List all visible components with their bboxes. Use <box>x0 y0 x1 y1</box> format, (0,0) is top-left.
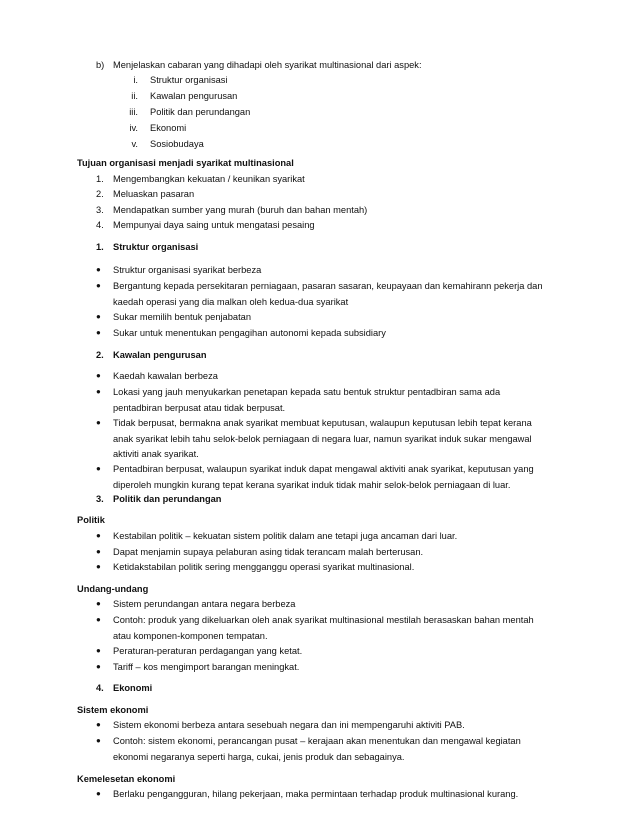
bullet-icon: ● <box>96 547 101 556</box>
bullet-text: Ketidakstabilan politik sering mengganggu operasi syarikat multinasional. <box>113 562 415 572</box>
list-number: 2. <box>96 189 104 199</box>
list-number: 4. <box>96 220 104 230</box>
section-number: 1. <box>96 242 104 252</box>
bullet-icon: ● <box>96 464 101 473</box>
section-heading: Kawalan pengurusan <box>113 350 207 360</box>
section-number: 4. <box>96 683 104 693</box>
bullet-icon: ● <box>96 736 101 745</box>
bullet-text: Dapat menjamin supaya pelaburan asing tidak terancam malah berterusan. <box>113 547 424 557</box>
bullet-text: Peraturan-peraturan perdagangan yang ketat. <box>113 646 303 656</box>
bullet-text: Contoh: produk yang dikeluarkan oleh anak syarikat multinasional mestilah berasaskan bahan mentah <box>113 615 534 625</box>
roman-numeral: i. <box>133 75 138 85</box>
bullet-text: aktiviti anak syarikat. <box>113 449 199 459</box>
list-number: 1. <box>96 174 104 184</box>
bullet-icon: ● <box>96 789 101 798</box>
list-text: Mempunyai daya saing untuk mengatasi pesaing <box>113 220 315 230</box>
bullet-text: Struktur organisasi syarikat berbeza <box>113 265 262 275</box>
bullet-text: diperoleh mungkin kurang tepat kerana syarikat induk tidak mahir selok-belok perniagaan di luar. <box>113 479 511 490</box>
bullet-icon: ● <box>96 418 101 427</box>
bullet-text: Bergantung kepada persekitaran perniagaan, pasaran sasaran, keupayaan dan kemahirann pekerja dan <box>113 281 543 291</box>
bullet-text: Sukar untuk menentukan pengagihan autonomi kepada subsidiary <box>113 328 386 338</box>
subitem-text: Politik dan perundangan <box>150 107 251 117</box>
bullet-icon: ● <box>96 720 101 729</box>
bullet-text: atau komponen-komponen tempatan. <box>113 630 268 641</box>
subsection-heading: Politik <box>77 515 105 525</box>
subitem-text: Struktur organisasi <box>150 75 228 85</box>
item-text: Menjelaskan cabaran yang dihadapi oleh syarikat multinasional dari aspek: <box>113 60 422 70</box>
bullet-text: Tidak berpusat, bermakna anak syarikat membuat keputusan, walaupun keputusan lebih tepat kerana <box>113 418 532 428</box>
bullet-icon: ● <box>96 662 101 671</box>
list-text: Mendapatkan sumber yang murah (buruh dan bahan mentah) <box>113 205 368 215</box>
section-number: 2. <box>96 350 104 360</box>
subsection-heading: Sistem ekonomi <box>77 705 149 715</box>
section-heading: Politik dan perundangan <box>113 494 222 504</box>
bullet-text: Lokasi yang jauh menyukarkan penetapan kepada satu bentuk struktur pentadbiran sama ada <box>113 387 501 397</box>
section-heading: Struktur organisasi <box>113 242 199 252</box>
bullet-icon: ● <box>96 615 101 624</box>
bullet-text: Tariff – kos mengimport barangan meningkat. <box>113 662 300 672</box>
subitem-text: Kawalan pengurusan <box>150 91 238 101</box>
bullet-text: Sistem perundangan antara negara berbeza <box>113 599 296 609</box>
bullet-text: Berlaku pengangguran, hilang pekerjaan, maka permintaan terhadap produk multinasional kurang. <box>113 789 519 799</box>
bullet-icon: ● <box>96 562 101 571</box>
bullet-text: Sukar memilih bentuk penjabatan <box>113 312 251 322</box>
bullet-icon: ● <box>96 531 101 540</box>
bullet-icon: ● <box>96 646 101 655</box>
bullet-text: Sistem ekonomi berbeza antara sesebuah negara dan ini mempengaruhi aktiviti PAB. <box>113 720 465 730</box>
bullet-text: Kaedah kawalan berbeza <box>113 371 218 381</box>
subitem-text: Sosiobudaya <box>150 139 204 149</box>
roman-numeral: v. <box>131 139 138 149</box>
section-heading: Tujuan organisasi menjadi syarikat multinasional <box>77 158 294 168</box>
bullet-text: Pentadbiran berpusat, walaupun syarikat induk dapat mengawal aktiviti anak syarikat, keputusan yang <box>113 464 534 474</box>
item-marker: b) <box>96 60 105 70</box>
roman-numeral: iv. <box>129 123 138 133</box>
bullet-text: anak syarikat lebih tahu selok-belok perniagaan di negara luar, namun syarikat induk sukar mengawal <box>113 433 532 444</box>
roman-numeral: iii. <box>129 107 138 117</box>
bullet-text: Kestabilan politik – kekuatan sistem politik dalam ane tetapi juga ancaman dari luar. <box>113 531 458 541</box>
section-number: 3. <box>96 494 104 504</box>
subsection-heading: Kemelesetan ekonomi <box>77 774 176 784</box>
bullet-icon: ● <box>96 328 101 337</box>
subsection-heading: Undang-undang <box>77 584 149 594</box>
bullet-icon: ● <box>96 387 101 396</box>
bullet-icon: ● <box>96 371 101 380</box>
bullet-text: pentadbiran berpusat atau tidak berpusat. <box>113 402 286 413</box>
bullet-icon: ● <box>96 281 101 290</box>
section-heading: Ekonomi <box>113 683 153 693</box>
bullet-icon: ● <box>96 599 101 608</box>
subitem-text: Ekonomi <box>150 123 187 133</box>
bullet-icon: ● <box>96 312 101 321</box>
roman-numeral: ii. <box>131 91 138 101</box>
bullet-text: kaedah operasi yang dia malkan oleh kedua-dua syarikat <box>113 296 349 307</box>
list-text: Meluaskan pasaran <box>113 189 195 199</box>
bullet-icon: ● <box>96 265 101 274</box>
bullet-text: Contoh: sistem ekonomi, perancangan pusat – kerajaan akan menentukan dan mengawal kegiatan <box>113 736 521 746</box>
list-text: Mengembangkan kekuatan / keunikan syarikat <box>113 174 305 184</box>
list-number: 3. <box>96 205 104 215</box>
bullet-text: ekonomi negaranya seperti harga, cukai, jenis produk dan sebagainya. <box>113 751 405 762</box>
